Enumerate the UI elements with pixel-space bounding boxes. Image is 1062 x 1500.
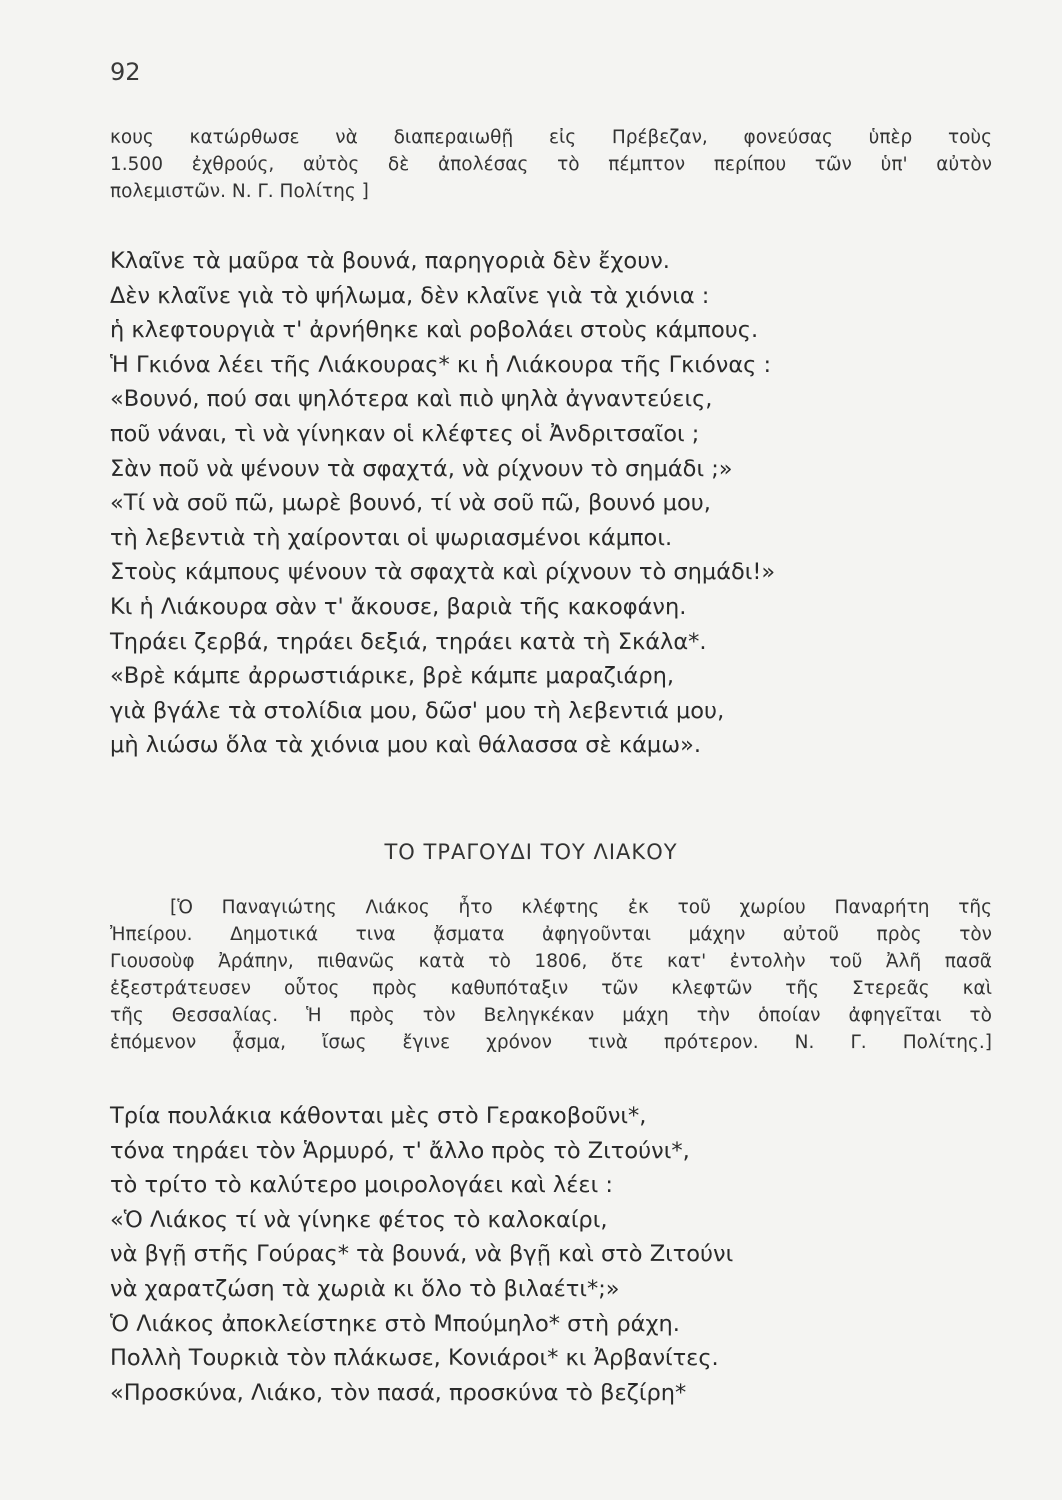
text-line: ἑπόμενον ᾆσμα, ἴσως ἔγινε χρόνον τινὰ πρότερον. Ν. Γ. Πολίτης.] [110,1032,992,1053]
poem-stanza-1 [110,244,775,763]
text-line: τῆς Θεσσαλίας. Ἡ πρὸς τὸν Βεληγκέκαν μάχη τὴν ὁποίαν ἀφηγεῖται τὸ [110,1005,992,1026]
verse-line: Ὁ Λιάκος ἀποκλείστηκε στὸ Μπούμηλο* στὴ ράχη. [110,1310,680,1337]
verse-line: Κλαῖνε τὰ μαῦρα τὰ βουνά, παρηγοριὰ δὲν ἔχουν. [110,248,670,274]
verse-line: Στοὺς κάμπους ψένουν τὰ σφαχτὰ καὶ ρίχνουν τὸ σημάδι!» [110,559,776,586]
verse-line: μὴ λιώσω ὅλα τὰ χιόνια μου καὶ θάλασσα σὲ κάμω». [110,732,701,759]
verse-line: «Βουνό, πού σαι ψηλότερα καὶ πιὸ ψηλὰ ἀγναντεύεις, [110,386,713,413]
verse-line: «Βρὲ κάμπε ἀρρωστιάρικε, βρὲ κάμπε μαραζιάρη, [110,663,675,690]
verse-line: Τηράει ζερβά, τηράει δεξιά, τηράει κατὰ τὴ Σκάλα*. [110,628,707,655]
text-line: [Ὁ Παναγιώτης Λιάκος ἦτο κλέφτης ἐκ τοῦ χωρίου Παναρήτη τῆς [170,897,992,918]
text-line: ἐξεστράτευσεν οὗτος πρὸς καθυπόταξιν τῶν κλεφτῶν τῆς Στερεᾶς καὶ [110,978,992,999]
text-line: 1.500 ἐχθρούς, αὐτὸς δὲ ἀπολέσας τὸ πέμπτον περίπου τῶν ὑπ' αὐτὸν [110,154,992,175]
verse-line: ἡ κλεφτουργιὰ τ' ἀρνήθηκε καὶ ροβολάει στοὺς κάμπους. [110,317,759,344]
verse-line: ποῦ νάναι, τὶ νὰ γίνηκαν οἱ κλέφτες οἱ Ἀνδριτσαῖοι ; [110,420,700,447]
verse-line: Κι ἡ Λιάκουρα σὰν τ' ἄκουσε, βαριὰ τῆς κακοφάνη. [110,593,687,620]
verse-line: Τρία πουλάκια κάθονται μὲς στὸ Γερακοβοῦνι*, [110,1103,647,1129]
section-title: ΤΟ ΤΡΑΓΟΥΔΙ ΤΟΥ ΛΙΑΚΟΥ [384,840,678,864]
verse-line: Πολλὴ Τουρκιὰ τὸν πλάκωσε, Κονιάροι* κι Ἀρβανίτες. [110,1345,719,1372]
introductory-note [110,894,992,1056]
text-line: πολεμιστῶν. Ν. Γ. Πολίτης ] [110,181,369,202]
verse-line: τὴ λεβεντιὰ τὴ χαίρονται οἱ ψωριασμένοι κάμποι. [110,524,673,551]
poem-stanza-2 [110,1099,733,1410]
footnote-continuation [110,124,992,205]
verse-line: νὰ χαρατζώση τὰ χωριὰ κι ὅλο τὸ βιλαέτι*;» [110,1275,620,1302]
verse-line: «Τί νὰ σοῦ πῶ, μωρὲ βουνό, τί νὰ σοῦ πῶ, βουνό μου, [110,490,711,517]
text-line: κους κατώρθωσε νὰ διαπεραιωθῇ εἰς Πρέβεζαν, φονεύσας ὑπὲρ τοὺς [110,127,992,148]
verse-line: Ἡ Γκιόνα λέει τῆς Λιάκουρας* κι ἡ Λιάκουρα τῆς Γκιόνας : [110,351,772,378]
text-line: Γιουσοὺφ Ἀράπην, πιθανῶς κατὰ τὸ 1806, ὅτε κατ' ἐντολὴν τοῦ Ἀλῆ πασᾶ [110,951,992,972]
verse-line: Δὲν κλαῖνε γιὰ τὸ ψήλωμα, δὲν κλαῖνε γιὰ τὰ χιόνια : [110,282,710,309]
verse-line: γιὰ βγάλε τὰ στολίδια μου, δῶσ' μου τὴ λεβεντιά μου, [110,697,725,724]
text-line: Ἠπείρου. Δημοτικά τινα ᾄσματα ἀφηγοῦνται μάχην αὐτοῦ πρὸς τὸν [110,924,992,945]
verse-line: τὸ τρίτο τὸ καλύτερο μοιρολογάει καὶ λέει : [110,1172,613,1199]
page-number: 92 [110,58,141,86]
verse-line: «Προσκύνα, Λιάκο, τὸν πασά, προσκύνα τὸ βεζίρη* [110,1379,687,1406]
verse-line: «Ὁ Λιάκος τί νὰ γίνηκε φέτος τὸ καλοκαίρι, [110,1206,608,1233]
verse-line: νὰ βγῇ στῆς Γούρας* τὰ βουνά, νὰ βγῇ καὶ στὸ Ζιτούνι [110,1241,734,1268]
verse-line: Σὰν ποῦ νὰ ψένουν τὰ σφαχτά, νὰ ρίχνουν τὸ σημάδι ;» [110,455,733,482]
verse-line: τόνα τηράει τὸν Ἁρμυρό, τ' ἄλλο πρὸς τὸ Ζιτούνι*, [110,1137,690,1164]
